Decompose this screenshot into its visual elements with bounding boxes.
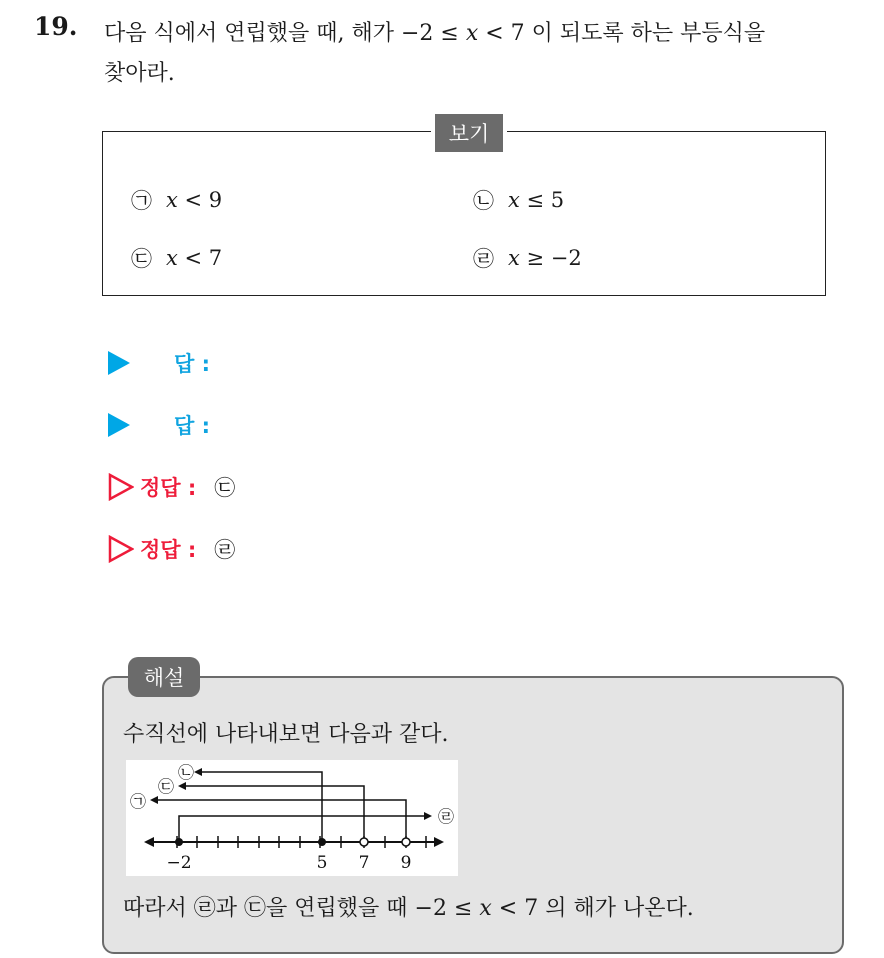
question-line-2: 찾아라. bbox=[104, 61, 175, 86]
option-a-marker: ㉠ bbox=[131, 189, 152, 213]
option-c-rel: < 7 bbox=[177, 246, 223, 270]
interval-prefix: −2 ≤ bbox=[400, 21, 466, 46]
ray-marker-b: ㉡ bbox=[177, 763, 195, 782]
question-line-1 bbox=[104, 14, 874, 54]
correct-row-2 bbox=[108, 534, 235, 564]
ray-lt-9 bbox=[154, 800, 406, 838]
tick-label-5: 5 bbox=[316, 853, 328, 873]
outline-triangle-icon bbox=[108, 535, 134, 563]
answer-row-1[interactable] bbox=[108, 348, 210, 378]
option-d-var: x bbox=[508, 246, 520, 270]
correct-row-1 bbox=[108, 472, 235, 502]
solution-title: 해설 bbox=[128, 657, 200, 697]
option-d-rel: ≥ −2 bbox=[519, 246, 582, 270]
ray-le-5-arrow-icon bbox=[194, 768, 202, 776]
question-number: 19. bbox=[34, 12, 78, 41]
ray-le-5 bbox=[198, 772, 322, 842]
answer-label: 답 : bbox=[174, 352, 210, 376]
correct-value: ㉣ bbox=[214, 538, 236, 562]
solution-line-2 bbox=[123, 891, 694, 922]
sol2-marker-d: ㉣ bbox=[193, 896, 216, 921]
ray-lt-7-arrow-icon bbox=[178, 782, 186, 790]
correct-label: 정답 : bbox=[140, 538, 197, 562]
sol2-marker-c: ㉢ bbox=[244, 896, 267, 921]
ray-ge-neg2-arrow-icon bbox=[424, 812, 432, 820]
axis-left-arrow-icon bbox=[144, 837, 154, 847]
question-interval bbox=[401, 21, 525, 46]
option-c-marker: ㉢ bbox=[131, 247, 152, 271]
endpoint-neg2-closed bbox=[175, 838, 183, 846]
axis-right-arrow-icon bbox=[434, 837, 444, 847]
option-b-marker: ㉡ bbox=[473, 189, 494, 213]
tick-label-9: 9 bbox=[400, 853, 412, 873]
question-text bbox=[104, 14, 874, 94]
correct-value: ㉢ bbox=[214, 476, 236, 500]
sol2-interval-prefix: −2 ≤ bbox=[414, 896, 480, 921]
play-triangle-icon bbox=[108, 351, 130, 375]
option-b-var: x bbox=[508, 188, 520, 212]
question-text-end: 이 되도록 하는 부등식을 bbox=[524, 21, 766, 46]
sol2-interval bbox=[415, 896, 539, 921]
option-b bbox=[473, 185, 564, 215]
question-text-part: 다음 식에서 연립했을 때, 해가 bbox=[104, 21, 401, 46]
endpoint-9-open bbox=[402, 838, 410, 846]
tick-label-7: 7 bbox=[358, 853, 370, 873]
sol2-interval-suffix: < 7 bbox=[491, 896, 539, 921]
answer-label: 답 : bbox=[174, 414, 210, 438]
outline-triangle-icon bbox=[108, 473, 134, 501]
ray-marker-c: ㉢ bbox=[157, 777, 175, 796]
ray-ge-neg2 bbox=[179, 816, 428, 842]
option-d-marker: ㉣ bbox=[473, 247, 494, 271]
correct-label: 정답 : bbox=[140, 476, 197, 500]
option-c bbox=[131, 243, 222, 273]
answer-row-2[interactable] bbox=[108, 410, 210, 440]
tick-label-neg2: −2 bbox=[166, 853, 192, 873]
option-c-var: x bbox=[166, 246, 178, 270]
sol2-var: x bbox=[479, 896, 492, 921]
option-a bbox=[131, 185, 222, 215]
ray-lt-9-arrow-icon bbox=[150, 796, 158, 804]
option-b-rel: ≤ 5 bbox=[519, 188, 565, 212]
ray-marker-a: ㉠ bbox=[129, 792, 147, 811]
bogi-title: 보기 bbox=[431, 114, 507, 152]
sol2-prefix: 따라서 bbox=[123, 896, 194, 921]
sol2-mid2: 을 연립했을 때 bbox=[266, 896, 415, 921]
endpoint-5-closed bbox=[318, 838, 326, 846]
variable-x: x bbox=[465, 21, 479, 46]
option-a-var: x bbox=[166, 188, 178, 212]
option-d bbox=[473, 243, 582, 273]
number-line-diagram bbox=[126, 760, 458, 876]
sol2-mid: 과 bbox=[215, 896, 245, 921]
ray-lt-7 bbox=[182, 786, 364, 838]
solution-line-1: 수직선에 나타내보면 다음과 같다. bbox=[123, 722, 449, 747]
option-a-rel: < 9 bbox=[177, 188, 223, 212]
sol2-end: 의 해가 나온다. bbox=[538, 896, 694, 921]
ray-marker-d: ㉣ bbox=[437, 807, 455, 826]
endpoint-7-open bbox=[360, 838, 368, 846]
interval-suffix: < 7 bbox=[478, 21, 525, 46]
play-triangle-icon bbox=[108, 413, 130, 437]
